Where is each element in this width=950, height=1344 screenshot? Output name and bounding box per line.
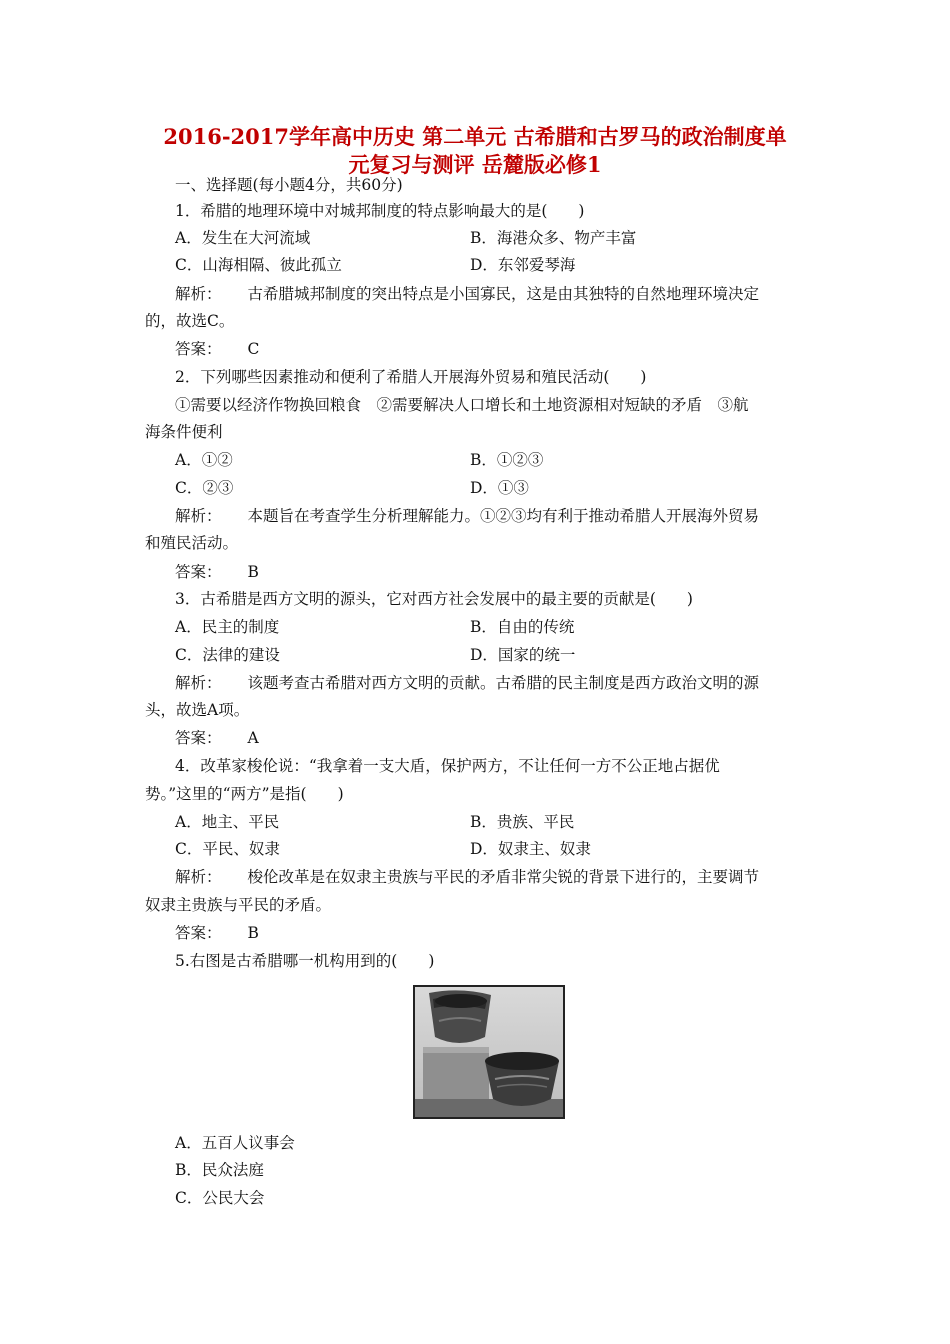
q1-analysis-text-2: 的，故选C。: [145, 312, 235, 330]
q3-option-b: B．自由的传统: [470, 618, 575, 636]
analysis-label: 解析：: [175, 285, 222, 303]
title-line-1: 2016-2017学年高中历史 第二单元 古希腊和古罗马的政治制度单: [163, 124, 787, 149]
q4-answer: [175, 922, 259, 944]
q4-option-d: D．奴隶主、奴隶: [470, 840, 591, 858]
q4-option-b: B．贵族、平民: [470, 813, 575, 831]
ancient-pottery-photo: [413, 985, 565, 1119]
answer-label: 答案：: [175, 729, 222, 747]
q3-answer-value: A: [247, 729, 259, 747]
q2-answer-value: B: [247, 563, 259, 581]
q2-option-a: A．①②: [175, 451, 233, 469]
q2-analysis: [175, 505, 759, 527]
q1-analysis: [175, 283, 759, 305]
q2-items-1: ①需要以经济作物换回粮食 ②需要解决人口增长和土地资源相对短缺的矛盾 ③航: [175, 396, 749, 414]
title-line-2: 元复习与测评 岳麓版必修1: [348, 152, 602, 177]
analysis-label: 解析：: [175, 507, 222, 525]
analysis-label: 解析：: [175, 674, 222, 692]
q2-analysis-text-1: 本题旨在考查学生分析理解能力。①②③均有利于推动希腊人开展海外贸易: [247, 507, 760, 525]
q3-analysis-text-2: 头，故选A项。: [145, 701, 250, 719]
q2-stem: 2．下列哪些因素推动和便利了希腊人开展海外贸易和殖民活动( ): [175, 368, 647, 386]
q1-option-d: D．东邻爱琴海: [470, 256, 576, 274]
q1-analysis-text-1: 古希腊城邦制度的突出特点是小国寡民，这是由其独特的自然地理环境决定: [247, 285, 760, 303]
q5-option-c: C．公民大会: [175, 1189, 265, 1207]
q1-answer-value: C: [247, 340, 260, 358]
q4-analysis-text-1: 梭伦改革是在奴隶主贵族与平民的矛盾非常尖锐的背景下进行的，主要调节: [247, 868, 760, 886]
q3-stem: 3．古希腊是西方文明的源头，它对西方社会发展中的最主要的贡献是( ): [175, 590, 693, 608]
q4-stem-2: 势。”这里的“两方”是指( ): [145, 785, 344, 803]
answer-label: 答案：: [175, 340, 222, 358]
q5-option-a: A．五百人议事会: [175, 1134, 295, 1152]
q2-answer: [175, 561, 259, 583]
q4-answer-value: B: [247, 924, 259, 942]
q2-option-b: B．①②③: [470, 451, 544, 469]
q1-stem: 1．希腊的地理环境中对城邦制度的特点影响最大的是( ): [175, 202, 585, 220]
q2-items-2: 海条件便利: [145, 423, 223, 441]
pottery-illustration: [415, 987, 563, 1117]
q3-option-d: D．国家的统一: [470, 646, 576, 664]
q2-option-c: C．②③: [175, 479, 234, 497]
section-heading: 一、选择题(每小题4分，共60分): [175, 176, 403, 194]
q5-option-b: B．民众法庭: [175, 1161, 264, 1179]
q4-analysis-text-2: 奴隶主贵族与平民的矛盾。: [145, 896, 332, 914]
q3-answer: [175, 727, 259, 749]
q1-answer: [175, 338, 259, 360]
q3-analysis-text-1: 该题考查古希腊对西方文明的贡献。古希腊的民主制度是西方政治文明的源: [247, 674, 760, 692]
q1-option-b: B．海港众多、物产丰富: [470, 229, 637, 247]
q4-option-c: C．平民、奴隶: [175, 840, 280, 858]
q2-option-d: D．①③: [470, 479, 529, 497]
answer-label: 答案：: [175, 563, 222, 581]
q3-analysis: [175, 672, 759, 694]
q3-option-c: C．法律的建设: [175, 646, 280, 664]
q1-option-a: A．发生在大河流域: [175, 229, 311, 247]
q3-option-a: A．民主的制度: [175, 618, 280, 636]
q2-analysis-text-2: 和殖民活动。: [145, 534, 239, 552]
q5-stem: 5.右图是古希腊哪一机构用到的( ): [175, 952, 435, 970]
q4-stem-1: 4．改革家梭伦说：“我拿着一支大盾，保护两方，不让任何一方不公正地占据优: [175, 757, 720, 775]
answer-label: 答案：: [175, 924, 222, 942]
analysis-label: 解析：: [175, 868, 222, 886]
q4-option-a: A．地主、平民: [175, 813, 280, 831]
q1-option-c: C．山海相隔、彼此孤立: [175, 256, 342, 274]
q4-analysis: [175, 866, 759, 888]
